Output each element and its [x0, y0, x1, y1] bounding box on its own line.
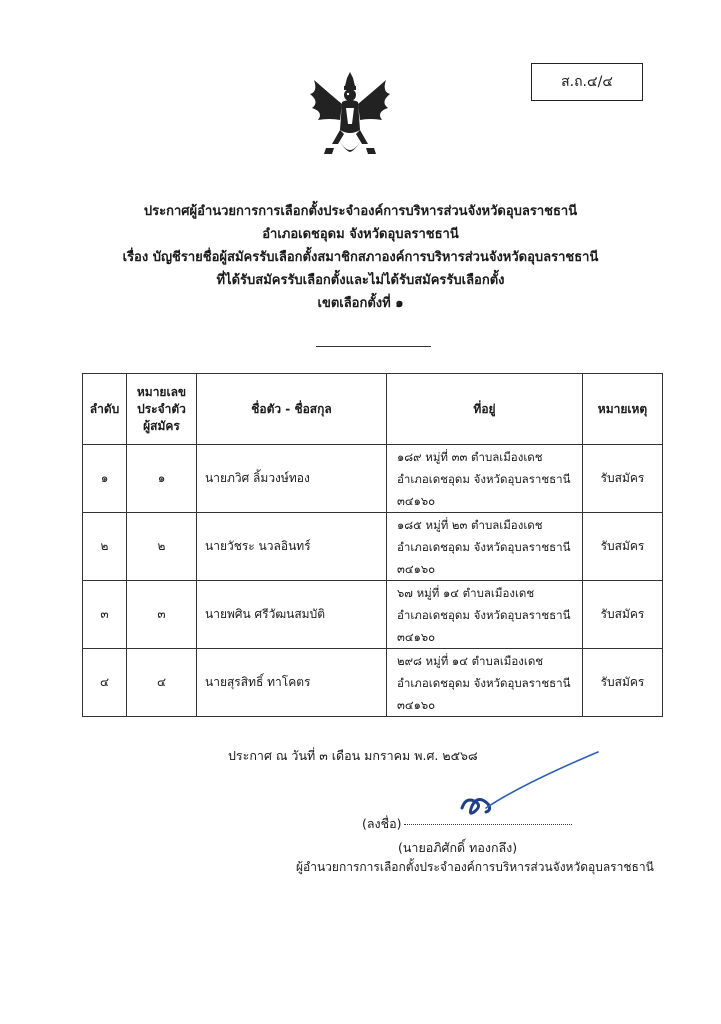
- cell-address: [387, 513, 583, 581]
- address-line-1: ๖๗ หมู่ที่ ๑๔ ตำบลเมืองเดช: [397, 585, 535, 600]
- cell-name: นายภวิศ ลิ้มวงษ์ทอง: [197, 445, 387, 513]
- cell-remark: รับสมัคร: [583, 513, 663, 581]
- signer-name: (นายอภิศักดิ์ ทองกลึง): [398, 840, 518, 855]
- heading-line-3: เรื่อง บัญชีรายชื่อผู้สมัครรับเลือกตั้งสมาชิกสภาองค์การบริหารส่วนจังหวัดอุบลราชธานี: [122, 250, 599, 265]
- header-number-line-2: ประจำตัว: [137, 401, 186, 416]
- signature-dotted-line: [404, 824, 572, 825]
- signature-line: [362, 814, 572, 834]
- table-row: [83, 513, 663, 581]
- announcement-heading: [0, 200, 721, 315]
- cell-order: ๒: [83, 513, 127, 581]
- cell-order: ๑: [83, 445, 127, 513]
- cell-number: ๓: [127, 581, 197, 649]
- address-line-1: ๑๘๙ หมู่ที่ ๓๓ ตำบลเมืองเดช: [397, 449, 543, 464]
- cell-remark: รับสมัคร: [583, 649, 663, 717]
- form-code: ส.ถ.๔/๔: [561, 74, 613, 90]
- header-order: ลำดับ: [83, 374, 127, 445]
- cell-order: ๔: [83, 649, 127, 717]
- header-name: ชื่อตัว - ชื่อสกุล: [197, 374, 387, 445]
- cell-name: นายวัชระ นวลอินทร์: [197, 513, 387, 581]
- cell-number: ๒: [127, 513, 197, 581]
- address-line-3: ๓๔๑๖๐: [397, 629, 436, 644]
- cell-number: ๑: [127, 445, 197, 513]
- address-line-1: ๑๘๕ หมู่ที่ ๒๓ ตำบลเมืองเดช: [397, 517, 543, 532]
- header-number-line-3: ผู้สมัคร: [143, 418, 180, 433]
- table-row: [83, 581, 663, 649]
- heading-divider: [316, 346, 431, 347]
- header-remark: หมายเหตุ: [583, 374, 663, 445]
- candidates-table: [82, 373, 663, 717]
- header-number: [127, 374, 197, 445]
- table-row: [83, 649, 663, 717]
- address-line-2: อำเภอเดชอุดม จังหวัดอุบลราชธานี: [397, 607, 571, 622]
- address-line-3: ๓๔๑๖๐: [397, 493, 436, 508]
- heading-line-1: ประกาศผู้อำนวยการการเลือกตั้งประจำองค์การบริหารส่วนจังหวัดอุบลราชธานี: [143, 204, 578, 219]
- cell-name: นายพศิน ศรีวัฒนสมบัติ: [197, 581, 387, 649]
- cell-number: ๔: [127, 649, 197, 717]
- cell-remark: รับสมัคร: [583, 445, 663, 513]
- heading-line-2: อำเภอเดชอุดม จังหวัดอุบลราชธานี: [262, 227, 459, 242]
- address-line-2: อำเภอเดชอุดม จังหวัดอุบลราชธานี: [397, 471, 571, 486]
- cell-address: [387, 445, 583, 513]
- cell-order: ๓: [83, 581, 127, 649]
- announcement-date: ประกาศ ณ วันที่ ๓ เดือน มกราคม พ.ศ. ๒๕๖๘: [228, 748, 478, 763]
- heading-line-4: ที่ได้รับสมัครรับเลือกตั้งและไม่ได้รับสมัครรับเลือกตั้ง: [216, 273, 505, 288]
- cell-address: [387, 649, 583, 717]
- address-line-1: ๒๙๘ หมู่ที่ ๑๔ ตำบลเมืองเดช: [397, 653, 544, 668]
- address-line-2: อำเภอเดชอุดม จังหวัดอุบลราชธานี: [397, 675, 571, 690]
- cell-name: นายสุรสิทธิ์ ทาโคตร: [197, 649, 387, 717]
- heading-line-5: เขตเลือกตั้งที่ ๑: [317, 296, 404, 311]
- address-line-2: อำเภอเดชอุดม จังหวัดอุบลราชธานี: [397, 539, 571, 554]
- signer-title: ผู้อำนวยการการเลือกตั้งประจำองค์การบริหารส่วนจังหวัดอุบลราชธานี: [296, 860, 654, 874]
- table-header-row: [83, 374, 663, 445]
- address-line-3: ๓๔๑๖๐: [397, 697, 436, 712]
- sign-label: (ลงชื่อ): [362, 816, 402, 831]
- header-address: ที่อยู่: [387, 374, 583, 445]
- cell-remark: รับสมัคร: [583, 581, 663, 649]
- table-row: [83, 445, 663, 513]
- address-line-3: ๓๔๑๖๐: [397, 561, 436, 576]
- form-code-box: [531, 63, 643, 101]
- garuda-emblem: [300, 72, 400, 172]
- header-number-line-1: หมายเลข: [136, 384, 187, 399]
- cell-address: [387, 581, 583, 649]
